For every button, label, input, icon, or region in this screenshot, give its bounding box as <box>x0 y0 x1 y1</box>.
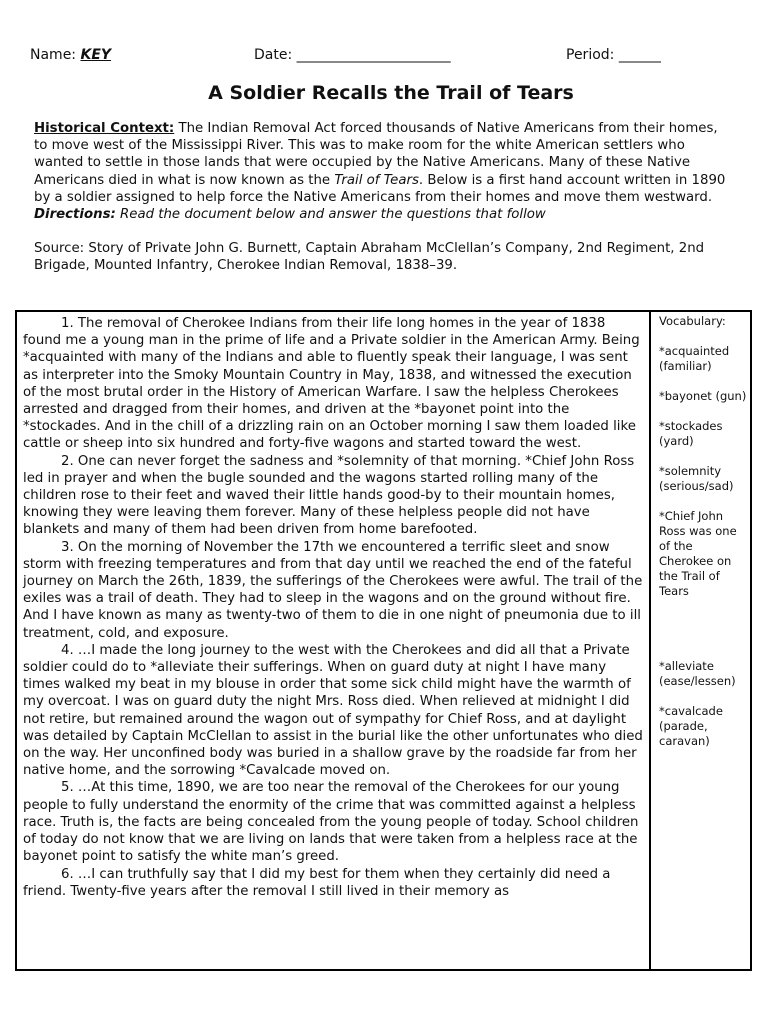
vocab-term-chief-john-ross: *Chief John Ross was one of the Cherokee on the Trail of Tears <box>659 509 737 598</box>
context-label: Historical Context: <box>34 121 175 136</box>
context-text-2: . Below is a first hand account written in 1890 by a soldier assigned to help force the Native Americans from their homes and move them westward. <box>34 172 726 205</box>
vocabulary-column <box>651 312 750 969</box>
vocab-term-bayonet: *bayonet (gun) <box>659 389 747 403</box>
period-field: Period: ______ <box>566 47 661 63</box>
name-value: KEY <box>80 47 112 63</box>
document-paragraph-2: 2. One can never forget the sadness and *solemnity of that morning. *Chief John Ross led in prayer and when the bugle sounded and the wagons started rolling many of the children rose to their feet and waved their little hands good-by to their mountain homes, knowing they were leaving them forever. Many of these helpless people did not have blankets and many of them had been driven from home barefooted. <box>23 453 635 538</box>
name-label: Name: <box>30 47 77 63</box>
page-title: A Soldier Recalls the Trail of Tears <box>208 82 574 104</box>
vocab-term-stockades: *stockades (yard) <box>659 419 723 448</box>
directions <box>34 206 734 223</box>
source-citation: Source: Story of Private John G. Burnett, Captain Abraham McClellan’s Company, 2nd Regiment, 2nd Brigade, Mounted Infantry, Cherokee Indian Removal, 1838–39. <box>34 241 705 274</box>
directions-text: Read the document below and answer the questions that follow <box>115 207 546 223</box>
vocabulary-heading: Vocabulary: <box>659 314 726 328</box>
date-field: Date: ______________________ <box>254 47 451 63</box>
directions-label: Directions: <box>34 207 116 223</box>
document-text <box>17 312 651 969</box>
vocab-term-alleviate: *alleviate (ease/lessen) <box>659 659 736 688</box>
context-paragraph <box>34 120 734 206</box>
document-paragraph-4: 4. …I made the long journey to the west with the Cherokees and did all that a Private soldier could do to *alleviate their sufferings. When on guard duty at night I have many times walked my beat in my blouse in order that some sick child might have the warmth of my overcoat. I was on guard duty the night Mrs. Ross died. When relieved at midnight I did not retire, but remained around the wagon out of sympathy for Chief Ross, and at daylight was detailed by Captain McClellan to assist in the burial like the other unfortunates who died on the way. Her unconfined body was buried in a shallow grave by the roadside far from her native home, and the sorrowing *Cavalcade moved on. <box>23 642 643 779</box>
vocab-term-acquainted: *acquainted (familiar) <box>659 344 730 373</box>
context-italic-term: Trail of Tears <box>334 172 419 188</box>
document-box <box>15 310 752 971</box>
document-paragraph-5: 5. …At this time, 1890, we are too near the removal of the Cherokees for our young people to fully understand the enormity of the crime that was committed against a helpless race. Truth is, the facts are being concealed from the young people of today. School children of today do not know that we are living on lands that were taken from a helpless race at the bayonet point to satisfy the white man’s greed. <box>23 780 639 865</box>
vocab-term-cavalcade: *cavalcade (parade, caravan) <box>659 704 723 748</box>
document-paragraph-6: 6. …I can truthfully say that I did my best for them when they certainly did need a friend. Twenty-five years after the removal I still lived in their memory as <box>23 866 611 899</box>
document-paragraph-3: 3. On the morning of November the 17th we encountered a terrific sleet and snow storm with freezing temperatures and from that day until we reached the end of the fateful journey on March the 26th, 1839, the sufferings of the Cherokees were awful. The trail of the exiles was a trail of death. They had to sleep in the wagons and on the ground without fire. And I have known as many as twenty-two of them to die in one night of pneumonia due to ill treatment, cold, and exposure. <box>23 539 643 641</box>
name-field <box>30 47 111 63</box>
context-text-1: The Indian Removal Act forced thousands of Native Americans from their homes, to move west of the Mississippi River. This was to make room for the white American settlers who wanted to settle in those lands that were occupied by the Native Americans. Many of these Native Americans died in what is now known as the <box>34 121 718 188</box>
vocab-term-solemnity: *solemnity (serious/sad) <box>659 464 734 493</box>
worksheet-header <box>30 47 680 67</box>
document-paragraph-1: 1. The removal of Cherokee Indians from their life long homes in the year of 1838 found me a young man in the prime of life and a Private soldier in the American Army. Being *acquainted with many of the Indians and able to fluently speak their language, I was sent as interpreter into the Smoky Mountain Country in May, 1838, and witnessed the execution of the most brutal order in the History of American Warfare. I saw the helpless Cherokees arrested and dragged from their homes, and driven at the *bayonet point into the *stockades. And in the chill of a drizzling rain on an October morning I saw them loaded like cattle or sheep into six hundred and forty-five wagons and started toward the west. <box>23 316 640 452</box>
historical-context <box>34 120 734 275</box>
